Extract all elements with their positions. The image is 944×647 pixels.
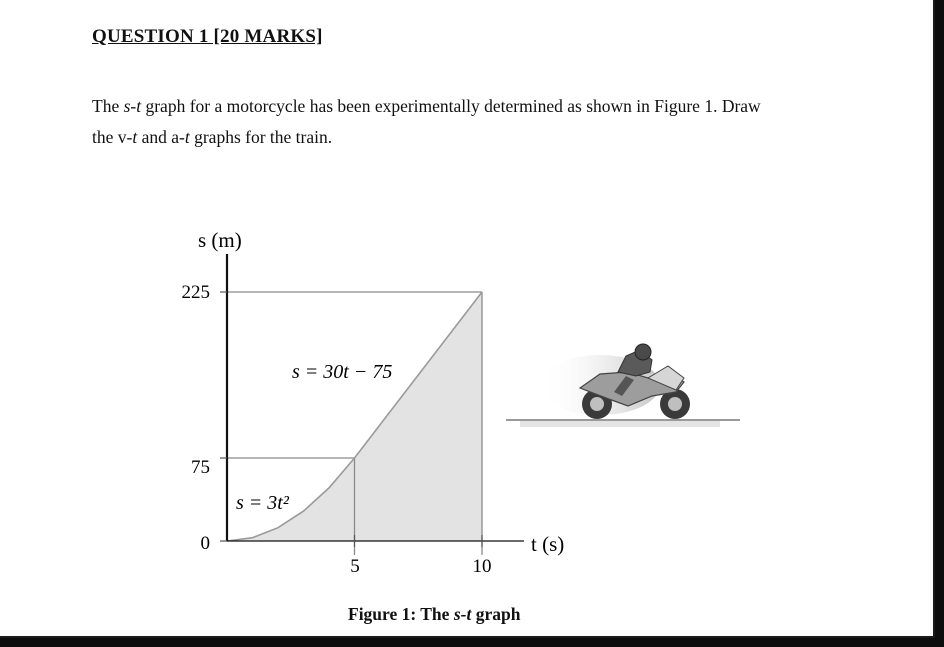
figure-caption [348,604,520,625]
caption-fragment: Figure 1: The [348,604,454,624]
screen-border-bottom [0,638,944,647]
text-fragment: graphs for the train. [189,127,333,147]
x-tick-label: 5 [350,556,360,577]
annotation-linear-equation: s = 30t − 75 [292,361,393,383]
variable-t: t [184,127,190,147]
motorcycle-rider-icon [506,344,740,427]
x-tick-label: 10 [472,556,492,577]
y-tick-label: 75 [191,457,210,478]
text-fragment: The [92,96,124,116]
y-tick-label: 0 [200,533,210,554]
x-axis-label: t (s) [531,532,565,556]
variable-t: t [132,127,138,147]
text-fragment: the v- [92,127,133,147]
caption-fragment: graph [471,604,521,624]
caption-variable: s-t [453,604,472,624]
annotation-parabola-equation: s = 3t² [236,492,289,514]
y-axis-label: s (m) [198,228,242,252]
y-tick-label: 225 [181,282,210,303]
question-heading: QUESTION 1 [20 MARKS] [92,26,323,47]
screen-border-right [935,0,944,647]
variable-st: s-t [123,96,142,116]
text-fragment: and a- [137,127,185,147]
text-fragment: graph for a motorcycle has been experimentally determined as shown in Figure 1. Draw [141,96,761,116]
